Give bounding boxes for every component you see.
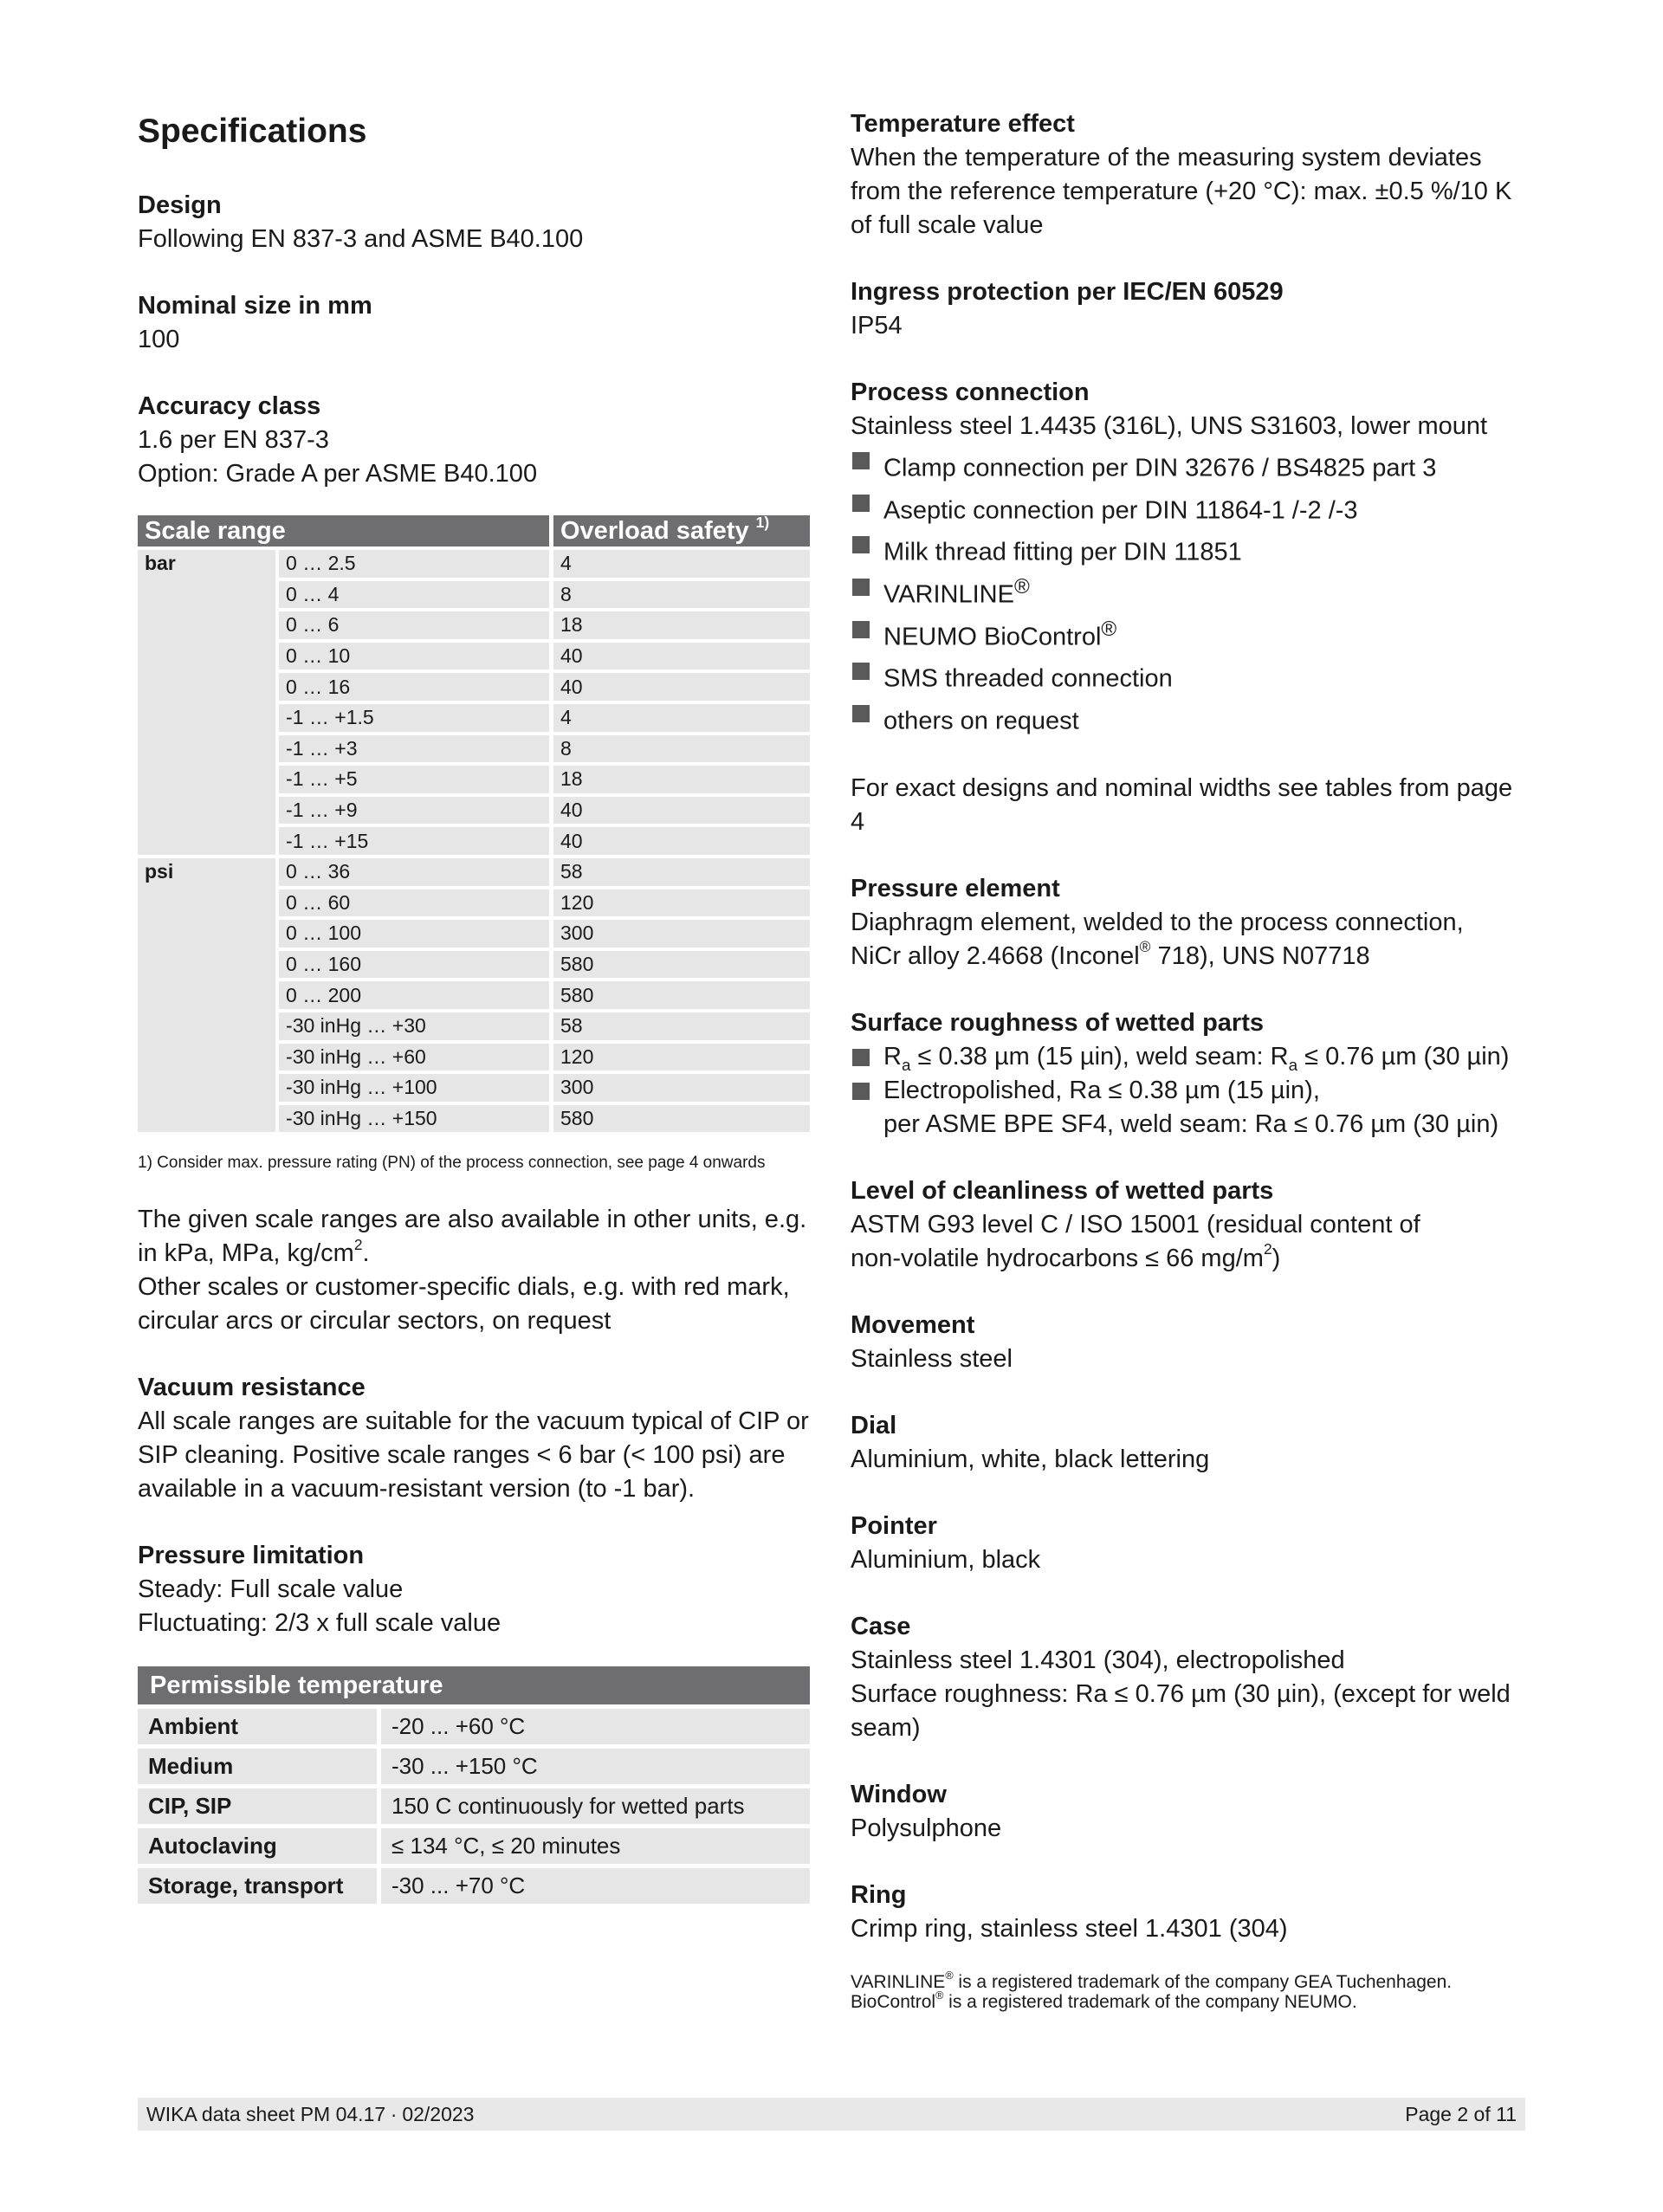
bullet-square-icon bbox=[852, 663, 870, 680]
section-text: Stainless steel 1.4301 (304), electropolished bbox=[851, 1646, 1345, 1674]
bullet-list bbox=[851, 443, 1526, 739]
bullet-item: Electropolished, Ra ≤ 0.38 µm (15 µin), per ASME BPE SF4, weld seam: Ra ≤ 0.76 µm (30 µin) bbox=[851, 1074, 1526, 1142]
section-title: Case bbox=[851, 1612, 911, 1640]
section-text: from the reference temperature (+20 °C): max. ±0.5 %/10 K bbox=[851, 178, 1512, 205]
overload-safety-cell: 18 bbox=[553, 608, 810, 639]
bullet-item bbox=[851, 612, 1526, 655]
scale-range-cell: 0 … 4 bbox=[279, 578, 553, 609]
section-temperature-effect bbox=[851, 107, 1526, 243]
section-text: SIP cleaning. Positive scale ranges < 6 bar (< 100 psi) are bbox=[138, 1441, 786, 1470]
section-text: NiCr alloy 2.4668 (Inconel® 718), UNS N07718 bbox=[851, 938, 1370, 970]
overload-safety-cell: 40 bbox=[553, 669, 810, 701]
page-title: Specifications bbox=[138, 113, 367, 150]
bullet-text: Milk thread fitting per DIN 11851 bbox=[883, 538, 1242, 566]
scale-range-cell: 0 … 6 bbox=[279, 608, 553, 639]
bullet-square-icon bbox=[852, 452, 870, 469]
trademark-line: BioControl® is a registered trademark of the company NEUMO. bbox=[851, 1989, 1357, 2012]
section-ingress-protection bbox=[851, 275, 1526, 343]
section-accuracy-class bbox=[138, 390, 810, 491]
unit-label: psi bbox=[138, 855, 279, 1132]
section-pointer bbox=[851, 1510, 1526, 1577]
row-key: Storage, transport bbox=[138, 1864, 381, 1904]
section-title: Design bbox=[138, 191, 222, 219]
section-pressure-limitation bbox=[138, 1539, 810, 1640]
section-title: Ingress protection per IEC/EN 60529 bbox=[851, 278, 1284, 306]
header-permissible-temperature: Permissible temperature bbox=[138, 1666, 810, 1704]
section-title: Level of cleanliness of wetted parts bbox=[851, 1176, 1274, 1205]
table-row bbox=[138, 1744, 810, 1784]
section-text: non-volatile hydrocarbons ≤ 66 $mg/m^2$) bbox=[851, 1240, 1281, 1272]
overload-safety-cell: 40 bbox=[553, 639, 810, 670]
bullet-square-icon bbox=[852, 579, 870, 596]
section-text: Option: Grade A per ASME B40.100 bbox=[138, 460, 538, 488]
section-cleanliness bbox=[851, 1174, 1526, 1276]
section-movement bbox=[851, 1309, 1526, 1376]
header-overload-safety: Overload safety $^{1)}$ bbox=[553, 515, 810, 547]
bullet-text: Clamp connection per DIN 32676 / BS4825 part 3 bbox=[883, 454, 1437, 482]
section-text: available in a vacuum-resistant version (to -1 bar). bbox=[138, 1475, 696, 1504]
section-title: Temperature effect bbox=[851, 110, 1075, 138]
scale-range-cell: 0 … 2.5 bbox=[279, 547, 553, 578]
overload-safety-cell: 4 bbox=[553, 701, 810, 732]
table-row bbox=[138, 1704, 810, 1744]
overload-safety-cell: 120 bbox=[553, 1040, 810, 1071]
bullet-square-icon bbox=[852, 621, 870, 638]
row-key: Medium bbox=[138, 1744, 381, 1784]
bullet-item bbox=[851, 527, 1526, 570]
section-vacuum-resistance bbox=[138, 1371, 810, 1506]
section-text: Steady: Full scale value bbox=[138, 1575, 404, 1604]
section-text: ASTM G93 level C / ISO 15001 (residual content of bbox=[851, 1210, 1420, 1239]
bullet-item bbox=[851, 570, 1526, 612]
scale-range-cell: 0 … 36 bbox=[279, 855, 553, 886]
bullet-text: SMS threaded connection bbox=[883, 664, 1173, 693]
scale-range-cell: -1 … +1.5 bbox=[279, 701, 553, 732]
section-text: of full scale value bbox=[851, 211, 1044, 239]
trademark-line: VARINLINE® is a registered trademark of the company GEA Tuchenhagen. bbox=[851, 1969, 1453, 1992]
overload-safety-cell: 58 bbox=[553, 855, 810, 886]
overload-safety-cell: 8 bbox=[553, 578, 810, 609]
section-title: Pressure limitation bbox=[138, 1542, 365, 1570]
scale-table-body bbox=[138, 547, 810, 1132]
paragraph-line: circular arcs or circular sectors, on request bbox=[138, 1307, 611, 1336]
overload-safety-cell: 580 bbox=[553, 978, 810, 1009]
scale-range-cell: 0 … 10 bbox=[279, 639, 553, 670]
section-text: Following EN 837-3 and ASME B40.100 bbox=[138, 225, 584, 253]
section-text: When the temperature of the measuring system deviates bbox=[851, 144, 1482, 171]
footer-doc-id: WIKA data sheet PM 04.17 ∙ 02/2023 bbox=[146, 2103, 475, 2125]
row-key: Ambient bbox=[138, 1704, 381, 1744]
scale-range-cell: 0 … 60 bbox=[279, 886, 553, 917]
scale-range-cell: -30 inHg … +30 bbox=[279, 1009, 553, 1040]
scale-range-cell: 0 … 200 bbox=[279, 978, 553, 1009]
section-title: Process connection bbox=[851, 378, 1090, 406]
section-text: Crimp ring, stainless steel 1.4301 (304) bbox=[851, 1914, 1288, 1943]
bullet-text: Aseptic connection per DIN 11864-1 /-2 /-3 bbox=[883, 496, 1358, 525]
section-text: Stainless steel bbox=[851, 1344, 1013, 1373]
scale-range-cell: 0 … 160 bbox=[279, 948, 553, 979]
bullet-square-icon bbox=[852, 705, 870, 722]
bullet-text: VARINLINE® bbox=[883, 574, 1030, 609]
section-case bbox=[851, 1610, 1526, 1745]
right-column bbox=[851, 107, 1526, 2012]
section-exact-designs bbox=[851, 772, 1526, 839]
overload-safety-cell: 8 bbox=[553, 732, 810, 763]
section-text: seam) bbox=[851, 1713, 921, 1742]
bullet-item bbox=[851, 696, 1526, 739]
trademark-note bbox=[851, 1969, 1526, 2012]
header-scale-range: Scale range bbox=[138, 515, 553, 547]
section-text: Surface roughness: Ra ≤ 0.76 µm (30 µin), (except for weld bbox=[851, 1679, 1511, 1708]
paragraph-line: in kPa, MPa, $kg/cm^2$. bbox=[138, 1236, 370, 1268]
section-text: Polysulphone bbox=[851, 1814, 1002, 1842]
overload-safety-cell: 120 bbox=[553, 886, 810, 917]
scale-range-cell: -1 … +5 bbox=[279, 762, 553, 793]
row-value: -30 ... +70 °C bbox=[381, 1864, 810, 1904]
scale-range-cell: -1 … +15 bbox=[279, 824, 553, 855]
section-design bbox=[138, 189, 810, 256]
section-title: Pressure element bbox=[851, 874, 1060, 902]
section-pressure-element bbox=[851, 872, 1526, 973]
scale-range-cell: -1 … +9 bbox=[279, 793, 553, 825]
overload-safety-cell: 300 bbox=[553, 1070, 810, 1102]
overload-safety-cell: 40 bbox=[553, 824, 810, 855]
section-title: Movement bbox=[851, 1310, 975, 1339]
scale-range-table bbox=[138, 515, 810, 1132]
table-row bbox=[138, 1824, 810, 1864]
scale-range-cell: -30 inHg … +60 bbox=[279, 1040, 553, 1071]
overload-safety-cell: 40 bbox=[553, 793, 810, 825]
bullet-item bbox=[851, 443, 1526, 486]
section-title: Nominal size in mm bbox=[138, 292, 372, 320]
section-text: Diaphragm element, welded to the process connection, bbox=[851, 908, 1464, 936]
overload-safety-cell: 300 bbox=[553, 916, 810, 948]
row-value: ≤ 134 °C, ≤ 20 minutes bbox=[381, 1824, 810, 1864]
page-footer bbox=[138, 2098, 1525, 2131]
scale-range-cell: -30 inHg … +100 bbox=[279, 1070, 553, 1102]
bullet-square-icon bbox=[852, 1049, 870, 1066]
bullet-square-icon bbox=[852, 495, 870, 512]
section-nominal-size bbox=[138, 289, 810, 357]
bullet-item bbox=[851, 654, 1526, 696]
table-header-row bbox=[138, 1666, 810, 1704]
section-dial bbox=[851, 1409, 1526, 1477]
bullet-text: others on request bbox=[883, 707, 1079, 735]
bullet-item: $R_a \le 0.38$ µm (15 µin), weld seam: $R_a \le 0.76$ µm (30 µin) bbox=[851, 1040, 1526, 1074]
section-title: Pointer bbox=[851, 1511, 937, 1540]
table-row bbox=[138, 855, 810, 886]
permissible-temperature-table bbox=[138, 1666, 810, 1904]
section-other-units bbox=[138, 1203, 810, 1338]
overload-safety-cell: 580 bbox=[553, 1102, 810, 1133]
section-text: For exact designs and nominal widths see tables from page 4 bbox=[851, 773, 1513, 836]
section-surface-roughness bbox=[851, 1006, 1526, 1142]
row-value: 150 C continuously for wetted parts bbox=[381, 1784, 810, 1824]
row-value: -20 ... +60 °C bbox=[381, 1704, 810, 1744]
paragraph-line: Other scales or customer-specific dials, e.g. with red mark, bbox=[138, 1273, 790, 1302]
section-title: Ring bbox=[851, 1880, 907, 1909]
section-window bbox=[851, 1778, 1526, 1846]
scale-range-cell: -1 … +3 bbox=[279, 732, 553, 763]
section-text: 1.6 per EN 837-3 bbox=[138, 426, 329, 454]
section-title: Vacuum resistance bbox=[138, 1374, 366, 1402]
bullet-text: NEUMO BioControl® bbox=[883, 617, 1117, 651]
section-text: Aluminium, black bbox=[851, 1545, 1041, 1574]
section-title: Window bbox=[851, 1780, 947, 1808]
section-title: Accuracy class bbox=[138, 392, 321, 420]
overload-safety-cell: 58 bbox=[553, 1009, 810, 1040]
section-title: Surface roughness of wetted parts bbox=[851, 1008, 1264, 1037]
scale-range-cell: -30 inHg … +150 bbox=[279, 1102, 553, 1133]
footer-page-number: Page 2 of 11 bbox=[1405, 2103, 1517, 2125]
section-text: Fluctuating: 2/3 x full scale value bbox=[138, 1609, 501, 1638]
overload-safety-cell: 4 bbox=[553, 547, 810, 578]
table-header-row bbox=[138, 515, 810, 547]
section-text: 100 bbox=[138, 326, 180, 353]
unit-label: bar bbox=[138, 547, 279, 855]
left-column bbox=[138, 107, 810, 1904]
scale-range-cell: 0 … 16 bbox=[279, 669, 553, 701]
section-text: IP54 bbox=[851, 312, 903, 340]
section-process-connection bbox=[851, 376, 1526, 739]
table-row bbox=[138, 547, 810, 578]
table-row bbox=[138, 1864, 810, 1904]
section-text: Stainless steel 1.4435 (316L), UNS S31603, lower mount bbox=[851, 412, 1488, 440]
bullet-square-icon bbox=[852, 536, 870, 553]
table-row bbox=[138, 1784, 810, 1824]
section-title: Dial bbox=[851, 1411, 897, 1439]
row-value: -30 ... +150 °C bbox=[381, 1744, 810, 1784]
overload-safety-cell: 580 bbox=[553, 948, 810, 979]
bullet-square-icon bbox=[852, 1083, 870, 1100]
section-text: All scale ranges are suitable for the vacuum typical of CIP or bbox=[138, 1407, 809, 1436]
paragraph-line: The given scale ranges are also available in other units, e.g. bbox=[138, 1206, 807, 1234]
overload-safety-cell: 18 bbox=[553, 762, 810, 793]
row-key: Autoclaving bbox=[138, 1824, 381, 1864]
section-ring bbox=[851, 1879, 1526, 1946]
row-key: CIP, SIP bbox=[138, 1784, 381, 1824]
section-text: Aluminium, white, black lettering bbox=[851, 1445, 1210, 1473]
table-footnote: 1) Consider max. pressure rating (PN) of the process connection, see page 4 onwards bbox=[138, 1154, 766, 1173]
bullet-item bbox=[851, 486, 1526, 528]
scale-range-cell: 0 … 100 bbox=[279, 916, 553, 948]
